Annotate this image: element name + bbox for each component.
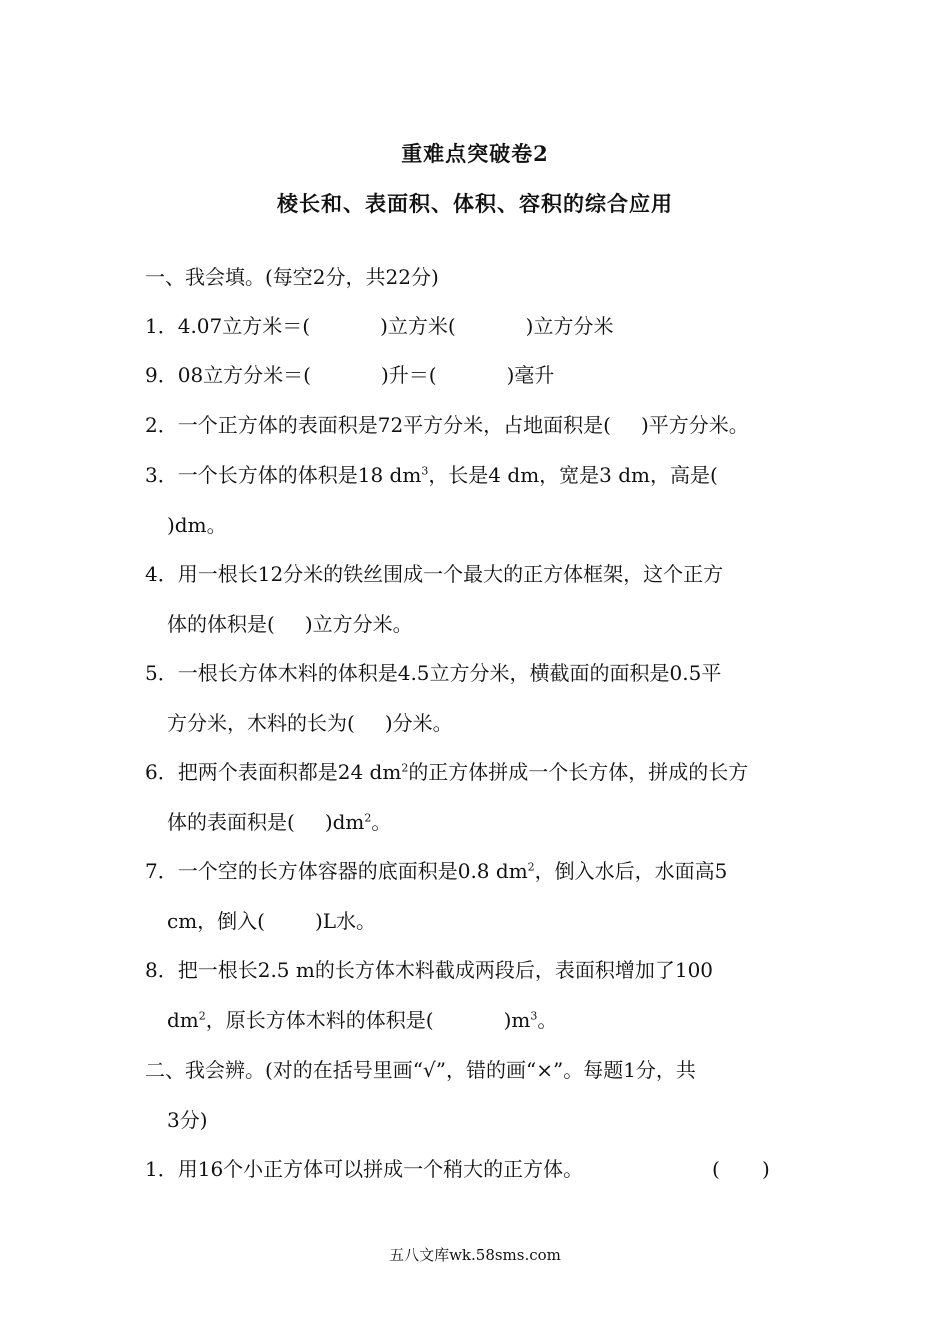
question-8-cont: $dm^2$，原长方体木料的体积是( )$m^3$。 [167,1008,558,1032]
question-4-cont: 体的体积是( )立方分米。 [167,612,413,636]
question-1a: 1．4.07立方米＝( )立方米( )立方分米 [145,314,614,338]
judge-question-1: 1．用16个小正方体可以拼成一个稍大的正方体。 [145,1157,584,1181]
question-6-cont: 体的表面积是( )$dm^2$。 [167,810,392,834]
judge-bracket-close: ) [762,1157,770,1181]
question-3: 3．一个长方体的体积是18 $dm^3$，长是4 dm，宽是3 dm，高是( [145,463,718,487]
question-6: 6．把两个表面积都是24 $dm^2$的正方体拼成一个长方体，拼成的长方 [145,760,749,784]
question-1b: 9．08立方分米＝( )升＝( )毫升 [145,363,555,387]
section2-heading-cont: 3分) [167,1108,208,1132]
question-5-cont: 方分米，木料的长为( )分米。 [167,711,453,735]
question-5: 5．一根长方体木料的体积是4.5立方分米，横截面的面积是0.5平 [145,661,722,685]
footer-watermark: 五八文库wk.58sms.com [389,1246,561,1264]
judge-bracket-open: ( [712,1157,720,1181]
section2-heading: 二、我会辨。(对的在括号里画“√”，错的画“×”。每题1分，共 [145,1058,696,1082]
question-2: 2．一个正方体的表面积是72平方分米，占地面积是( )平方分米。 [145,413,749,437]
section1-heading: 一、我会填。(每空2分，共22分) [145,265,439,289]
page-subtitle: 棱长和、表面积、体积、容积的综合应用 [277,191,673,216]
question-7: 7．一个空的长方体容器的底面积是0.8 $dm^2$，倒入水后，水面高5 [145,859,728,883]
page-title: 重难点突破卷2 [401,141,549,166]
question-4: 4．用一根长12分米的铁丝围成一个最大的正方体框架，这个正方 [145,562,724,586]
question-8: 8．把一根长2.5 m的长方体木料截成两段后，表面积增加了100 [145,958,714,982]
question-3-cont: )dm。 [167,513,227,537]
question-7-cont: cm，倒入( )L水。 [167,909,377,933]
